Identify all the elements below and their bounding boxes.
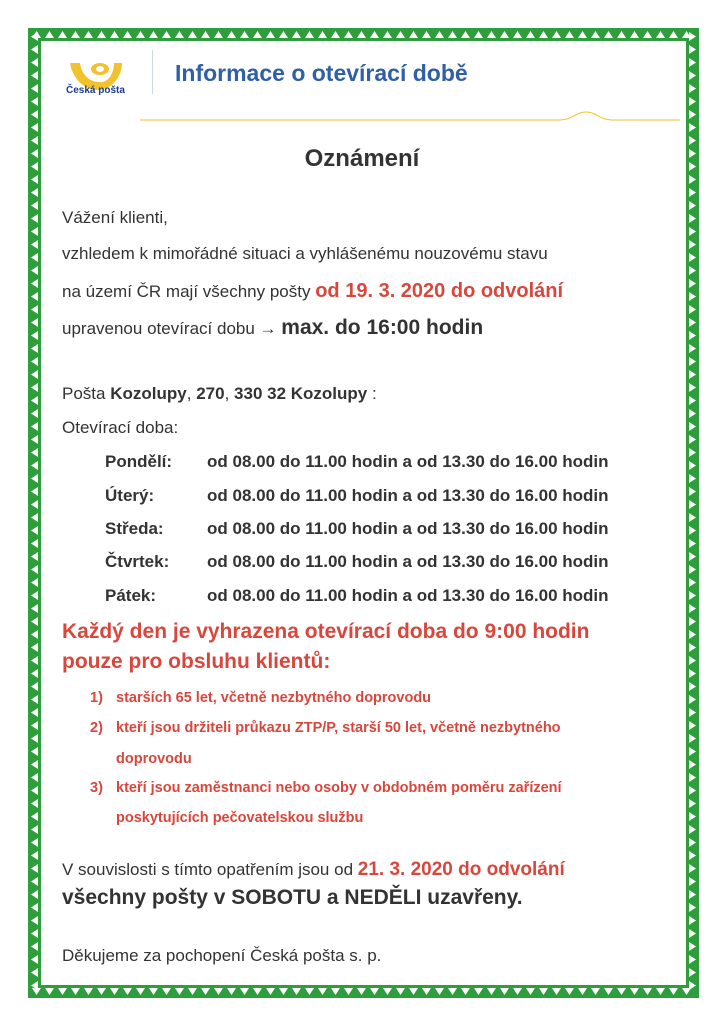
reserved-hours-notice-2: pouze pro obsluhu klientů: — [62, 650, 331, 673]
schedule-hours: od 08.00 do 11.00 hodin a od 13.30 do 16.00 hodin — [207, 519, 609, 538]
list-item-continuation: poskytujících pečovatelskou službu — [116, 810, 364, 826]
office-zip-city: 330 32 Kozolupy — [234, 384, 368, 403]
schedule-hours: od 08.00 do 11.00 hodin a od 13.30 do 16.00 hodin — [207, 452, 609, 471]
closing-time: max. do 16:00 hodin — [281, 316, 484, 339]
schedule-day: Pátek: — [105, 586, 157, 605]
list-item — [90, 720, 561, 736]
weekend-text: V souvislosti s tímto opatřením jsou od — [62, 860, 354, 879]
page-title: Informace o otevírací době — [175, 60, 468, 86]
list-item-number: 3) — [90, 780, 103, 796]
hours-label: Otevírací doba: — [62, 418, 179, 437]
list-item-text: starších 65 let, včetně nezbytného doprovodu — [116, 690, 432, 706]
weekend-line-1 — [62, 859, 565, 881]
office-colon: : — [371, 384, 377, 403]
intro-line-2: vzhledem k mimořádné situaci a vyhlášenému nouzovému stavu — [62, 244, 548, 263]
schedule-hours: od 08.00 do 11.00 hodin a od 13.30 do 16.00 hodin — [207, 586, 609, 605]
office-sep-1: , — [186, 384, 192, 403]
triangle-pattern-border — [28, 28, 699, 998]
schedule-row — [105, 586, 609, 606]
intro-line-3-text: na území ČR mají všechny pošty — [62, 282, 311, 301]
list-item-number: 1) — [90, 690, 103, 706]
weekend-date: 21. 3. 2020 do odvolání — [357, 859, 565, 880]
intro-line-4 — [62, 316, 483, 340]
post-office-address — [62, 384, 377, 404]
schedule-hours: od 08.00 do 11.00 hodin a od 13.30 do 16.00 hodin — [207, 486, 609, 505]
header-divider — [152, 50, 153, 94]
weekend-closed: všechny pošty v SOBOTU a NEDĚLI uzavřeny. — [62, 886, 523, 909]
header-swoosh-line — [140, 108, 680, 128]
start-date: od 19. 3. 2020 do odvolání — [315, 280, 564, 302]
schedule-day: Čtvrtek: — [105, 552, 170, 571]
schedule-hours: od 08.00 do 11.00 hodin a od 13.30 do 16.00 hodin — [207, 552, 609, 571]
list-item — [90, 780, 562, 796]
intro-line-4-text: upravenou otevírací dobu → — [62, 319, 277, 338]
schedule-row — [105, 486, 609, 506]
greeting: Vážení klienti, — [62, 208, 168, 227]
list-item-number: 2) — [90, 720, 103, 736]
reserved-hours-notice: Každý den je vyhrazena otevírací doba do 9:00 hodin — [62, 620, 590, 643]
schedule-row — [105, 519, 609, 539]
list-item-text: kteří jsou držiteli průkazu ZTP/P, starší 50 let, včetně nezbytného — [116, 720, 561, 736]
decorative-border — [28, 28, 699, 998]
schedule-day: Středa: — [105, 519, 164, 538]
schedule-day: Pondělí: — [105, 452, 173, 471]
logo-text: Česká pošta — [66, 85, 125, 96]
notice-heading: Oznámení — [304, 145, 420, 172]
office-sep-2: , — [224, 384, 230, 403]
list-item-text: kteří jsou zaměstnanci nebo osoby v obdobném poměru zařízení — [116, 780, 562, 796]
list-item-continuation: doprovodu — [116, 751, 192, 767]
intro-line-3 — [62, 280, 563, 303]
schedule-row — [105, 552, 609, 572]
office-name: Kozolupy — [110, 384, 187, 403]
schedule-day: Úterý: — [105, 486, 155, 505]
office-number: 270 — [196, 384, 225, 403]
list-item — [90, 690, 431, 706]
schedule-row — [105, 452, 609, 472]
office-label: Pošta — [62, 384, 106, 403]
thanks-footer: Děkujeme za pochopení Česká pošta s. p. — [62, 946, 382, 965]
